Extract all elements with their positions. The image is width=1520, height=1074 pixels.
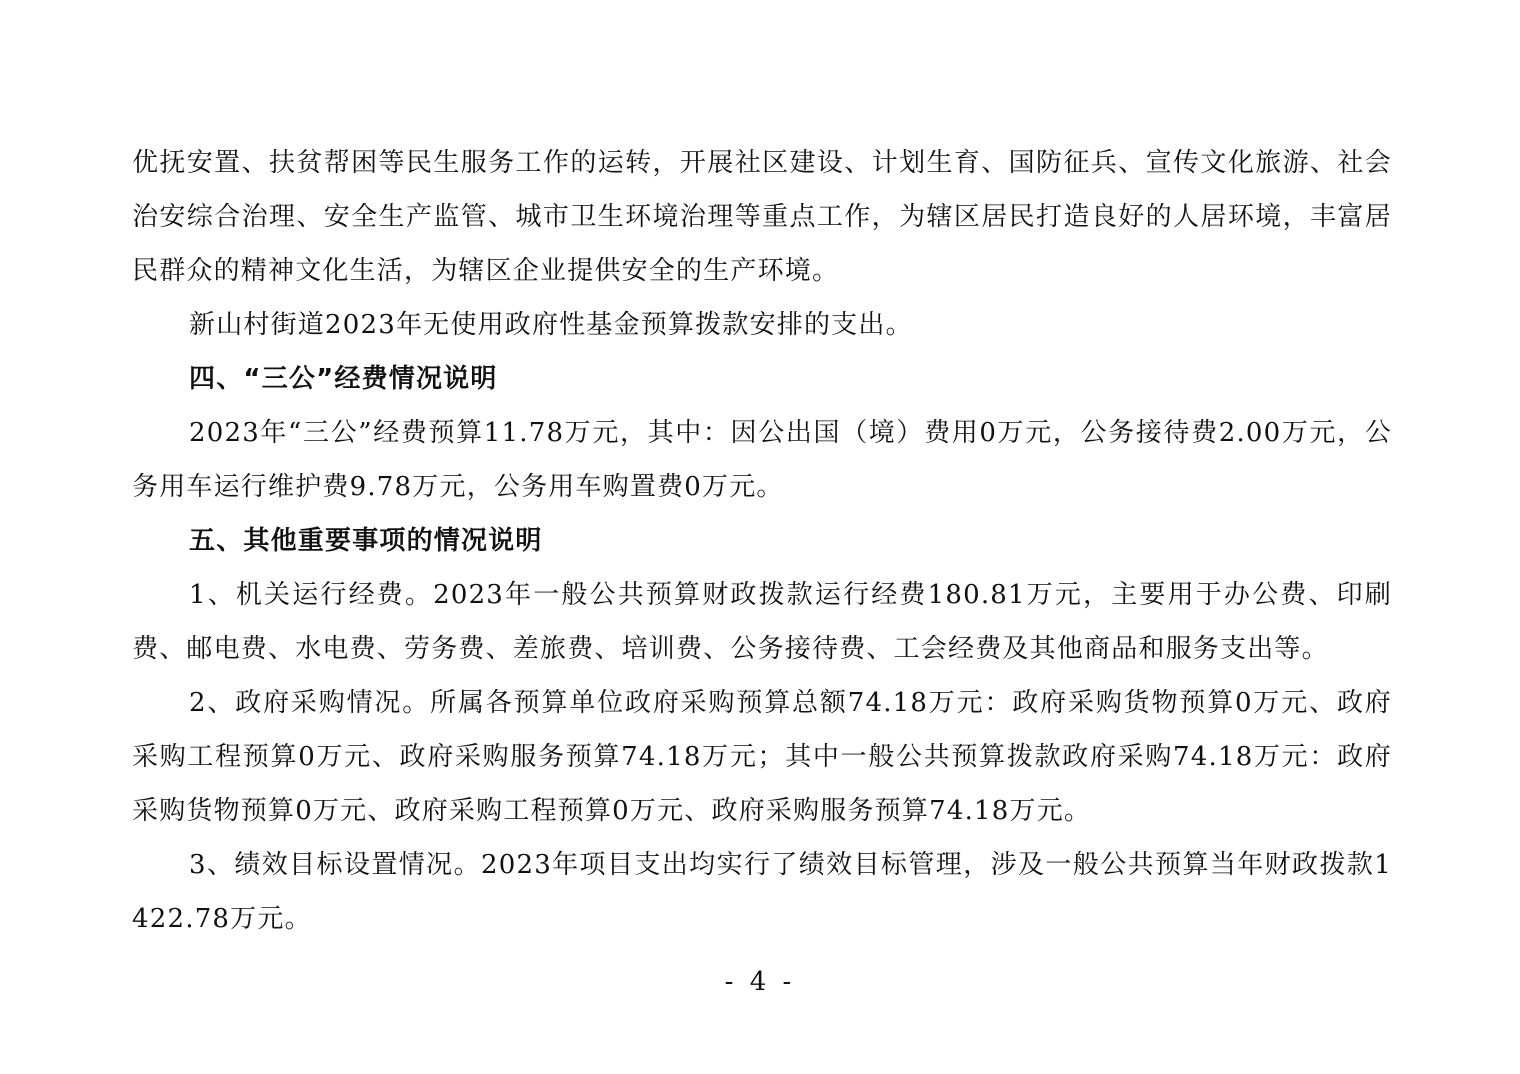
- paragraph-performance-targets: 3、绩效目标设置情况。2023年项目支出均实行了绩效目标管理，涉及一般公共预算当年财政拨款1422.78万元。: [132, 850, 1392, 934]
- page-number: - 4 -: [724, 967, 796, 997]
- paragraph-operating-expenses: 1、机关运行经费。2023年一般公共预算财政拨款运行经费180.81万元，主要用于办公费、印刷费、邮电费、水电费、劳务费、差旅费、培训费、公务接待费、工会经费及其他商品和服务支出等。: [132, 580, 1392, 664]
- document-body: [132, 136, 1392, 946]
- section-heading-other-matters: 五、其他重要事项的情况说明: [189, 526, 543, 556]
- paragraph-three-public-budget: 2023年“三公”经费预算11.78万元，其中：因公出国（境）费用0万元，公务接待费2.00万元，公务用车运行维护费9.78万元，公务用车购置费0万元。: [132, 418, 1392, 502]
- paragraph-government-procurement: 2、政府采购情况。所属各预算单位政府采购预算总额74.18万元：政府采购货物预算0万元、政府采购工程预算0万元、政府采购服务预算74.18万元；其中一般公共预算拨款政府采购74.18万元：政府采购货物预算0万元、政府采购工程预算0万元、政府采购服务预算74.18万元。: [132, 688, 1392, 826]
- section-heading-three-public: 四、“三公”经费情况说明: [189, 364, 498, 394]
- paragraph-livelihood-services: 优抚安置、扶贫帮困等民生服务工作的运转，开展社区建设、计划生育、国防征兵、宣传文化旅游、社会治安综合治理、安全生产监管、城市卫生环境治理等重点工作，为辖区居民打造良好的人居环境，丰富居民群众的精神文化生活，为辖区企业提供安全的生产环境。: [132, 148, 1392, 286]
- paragraph-government-fund: 新山村街道2023年无使用政府性基金预算拨款安排的支出。: [189, 310, 913, 340]
